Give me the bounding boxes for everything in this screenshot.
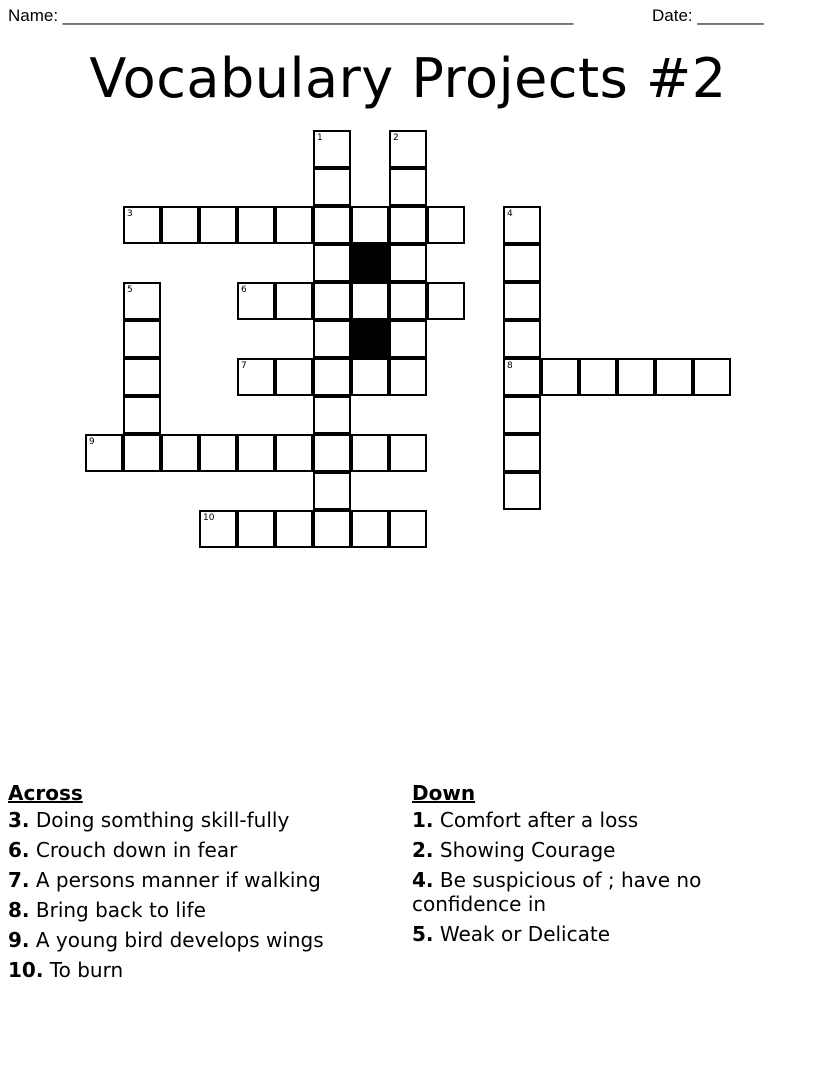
across-clue [8, 898, 398, 922]
date-field-label: Date: _______ [652, 6, 764, 25]
clue-number-label: 4. [412, 868, 434, 892]
clue-number: 10 [203, 513, 215, 523]
black-square [351, 244, 389, 282]
grid-cell[interactable] [389, 434, 427, 472]
grid-cell[interactable] [313, 130, 351, 168]
grid-cell[interactable] [275, 282, 313, 320]
across-clue [8, 808, 398, 832]
clue-number: 5 [127, 285, 133, 295]
grid-cell[interactable] [85, 434, 123, 472]
grid-cell[interactable] [123, 320, 161, 358]
down-clues [412, 780, 742, 952]
clue-number-label: 3. [8, 808, 30, 832]
grid-cell[interactable] [123, 358, 161, 396]
clue-number: 6 [241, 285, 247, 295]
clue-number-label: 2. [412, 838, 434, 862]
clue-text: Crouch down in fear [29, 838, 238, 862]
across-heading: Across [8, 781, 83, 805]
clue-text: A persons manner if walking [29, 868, 321, 892]
grid-cell[interactable] [389, 168, 427, 206]
grid-cell[interactable] [503, 320, 541, 358]
grid-cell[interactable] [351, 510, 389, 548]
grid-cell[interactable] [351, 206, 389, 244]
clue-text: A young bird develops wings [29, 928, 324, 952]
grid-cell[interactable] [389, 130, 427, 168]
grid-cell[interactable] [389, 282, 427, 320]
grid-cell[interactable] [313, 434, 351, 472]
clue-text: Showing Courage [433, 838, 616, 862]
clue-number: 8 [507, 361, 513, 371]
grid-cell[interactable] [237, 206, 275, 244]
grid-cell[interactable] [503, 434, 541, 472]
grid-cell[interactable] [275, 434, 313, 472]
page-title: Vocabulary Projects #2 [89, 47, 727, 110]
grid-cell[interactable] [503, 206, 541, 244]
grid-cell[interactable] [237, 434, 275, 472]
across-clue [8, 838, 398, 862]
down-clue [412, 838, 742, 862]
grid-cell[interactable] [389, 510, 427, 548]
grid-cell[interactable] [161, 434, 199, 472]
black-square [351, 320, 389, 358]
across-clue [8, 868, 398, 892]
clue-text: To burn [43, 958, 124, 982]
grid-cell[interactable] [389, 244, 427, 282]
down-heading: Down [412, 781, 476, 805]
grid-cell[interactable] [237, 282, 275, 320]
grid-cell[interactable] [313, 472, 351, 510]
grid-cell[interactable] [313, 358, 351, 396]
clue-number: 3 [127, 209, 133, 219]
grid-cell[interactable] [693, 358, 731, 396]
grid-cell[interactable] [237, 510, 275, 548]
grid-cell[interactable] [503, 244, 541, 282]
grid-cell[interactable] [503, 396, 541, 434]
clue-number: 9 [89, 437, 95, 447]
grid-cell[interactable] [199, 434, 237, 472]
grid-cell[interactable] [313, 320, 351, 358]
clue-text: Comfort after a loss [433, 808, 639, 832]
grid-cell[interactable] [313, 206, 351, 244]
grid-cell[interactable] [503, 472, 541, 510]
clue-number: 2 [393, 133, 399, 143]
clue-number-label: 5. [412, 922, 434, 946]
grid-cell[interactable] [389, 206, 427, 244]
grid-cell[interactable] [313, 168, 351, 206]
grid-cell[interactable] [427, 282, 465, 320]
clue-number-label: 7. [8, 868, 30, 892]
grid-cell[interactable] [313, 510, 351, 548]
grid-cell[interactable] [123, 282, 161, 320]
grid-cell[interactable] [351, 358, 389, 396]
clue-number-label: 1. [412, 808, 434, 832]
clue-number-label: 9. [8, 928, 30, 952]
grid-cell[interactable] [617, 358, 655, 396]
grid-cell[interactable] [123, 396, 161, 434]
clue-text: Be suspicious of ; have no confidence in [412, 868, 702, 916]
grid-cell[interactable] [199, 206, 237, 244]
grid-cell[interactable] [275, 358, 313, 396]
clue-text: Weak or Delicate [433, 922, 611, 946]
down-clue-list [412, 808, 742, 946]
clue-number-label: 6. [8, 838, 30, 862]
grid-cell[interactable] [579, 358, 617, 396]
across-clues [8, 780, 398, 988]
grid-cell[interactable] [161, 206, 199, 244]
clue-number: 1 [317, 133, 323, 143]
down-clue [412, 808, 742, 832]
clue-text: Doing somthing skill-fully [29, 808, 290, 832]
grid-cell[interactable] [275, 206, 313, 244]
grid-cell[interactable] [541, 358, 579, 396]
grid-cell[interactable] [351, 282, 389, 320]
clue-number: 7 [241, 361, 247, 371]
down-clue [412, 922, 742, 946]
across-clue [8, 928, 398, 952]
across-clue-list [8, 808, 398, 982]
grid-cell[interactable] [503, 358, 541, 396]
grid-cell[interactable] [389, 358, 427, 396]
grid-cell[interactable] [389, 320, 427, 358]
clue-text: Bring back to life [29, 898, 206, 922]
clue-number-label: 10. [8, 958, 44, 982]
grid-cell[interactable] [427, 206, 465, 244]
clue-number-label: 8. [8, 898, 30, 922]
grid-cell[interactable] [275, 510, 313, 548]
grid-cell[interactable] [313, 244, 351, 282]
clue-number: 4 [507, 209, 513, 219]
grid-cell[interactable] [313, 282, 351, 320]
grid-cell[interactable] [123, 206, 161, 244]
grid-cell[interactable] [503, 282, 541, 320]
grid-cell[interactable] [199, 510, 237, 548]
grid-cell[interactable] [351, 434, 389, 472]
grid-cell[interactable] [123, 434, 161, 472]
across-clue [8, 958, 398, 982]
name-field-label: Name: ______________________________________________________ [8, 6, 574, 25]
grid-cell[interactable] [313, 396, 351, 434]
down-clue [412, 868, 742, 916]
grid-cell[interactable] [237, 358, 275, 396]
grid-cell[interactable] [655, 358, 693, 396]
